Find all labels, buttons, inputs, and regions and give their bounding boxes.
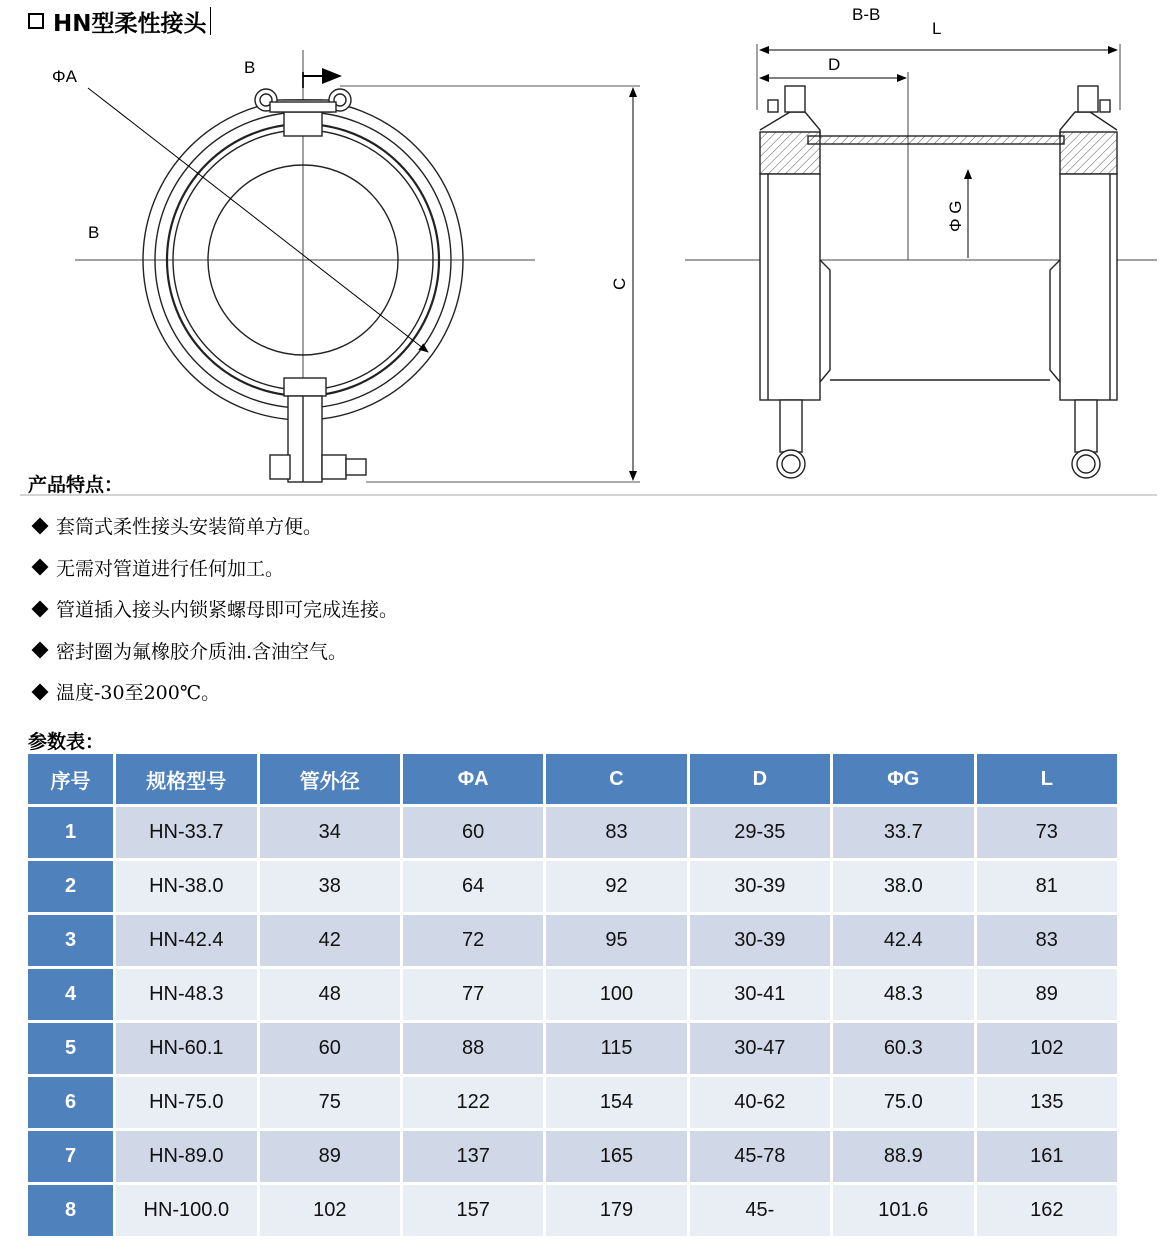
feature-text: 套筒式柔性接头安装简单方便。 xyxy=(56,516,323,539)
feature-item xyxy=(30,588,398,630)
cell-phi-g: 38.0 xyxy=(833,861,974,912)
cell-d: 30-41 xyxy=(690,969,830,1020)
cell-outer-diameter: 48 xyxy=(260,969,400,1020)
cell-phi-g: 33.7 xyxy=(833,807,974,858)
label-c: C xyxy=(610,277,629,290)
cell-l: 161 xyxy=(977,1131,1117,1182)
table-row xyxy=(28,1185,1117,1236)
table-row xyxy=(28,1023,1117,1074)
cell-phi-a: 137 xyxy=(403,1131,543,1182)
header-index: 序号 xyxy=(28,754,113,804)
diamond-bullet-icon xyxy=(32,642,49,659)
right-bolt xyxy=(1075,400,1097,452)
cell-model: HN-38.0 xyxy=(116,861,257,912)
right-bolt-ring xyxy=(1072,450,1100,478)
feature-item xyxy=(30,505,398,547)
cell-index: 4 xyxy=(28,969,113,1020)
table-row xyxy=(28,1131,1117,1182)
cell-model: HN-42.4 xyxy=(116,915,257,966)
cell-outer-diameter: 60 xyxy=(260,1023,400,1074)
cell-l: 162 xyxy=(977,1185,1117,1236)
cell-index: 3 xyxy=(28,915,113,966)
front-view xyxy=(75,50,640,482)
cell-d: 30-39 xyxy=(690,915,830,966)
cell-outer-diameter: 34 xyxy=(260,807,400,858)
cell-l: 81 xyxy=(977,861,1117,912)
cell-d: 40-62 xyxy=(690,1077,830,1128)
label-b-left: B xyxy=(88,223,100,242)
label-b-top: B xyxy=(244,58,256,77)
feature-item xyxy=(30,547,398,589)
feature-text: 无需对管道进行任何加工。 xyxy=(56,557,285,580)
left-top-nut xyxy=(785,86,805,112)
right-top-nut xyxy=(1078,86,1098,112)
left-collar-body xyxy=(760,174,820,400)
section-view xyxy=(685,44,1157,478)
table-header-row xyxy=(28,754,1117,804)
feature-item xyxy=(30,671,398,713)
header-d: D xyxy=(690,754,830,804)
cell-c: 100 xyxy=(546,969,686,1020)
header-c: C xyxy=(546,754,686,804)
cell-l: 102 xyxy=(977,1023,1117,1074)
cell-d: 30-39 xyxy=(690,861,830,912)
cell-phi-a: 122 xyxy=(403,1077,543,1128)
title-text: HN型柔性接头 xyxy=(53,10,207,37)
cell-c: 165 xyxy=(546,1131,686,1182)
table-row xyxy=(28,969,1117,1020)
table-heading: 参数表： xyxy=(28,731,105,753)
table-row xyxy=(28,915,1117,966)
cell-l: 73 xyxy=(977,807,1117,858)
header-phi-g: ΦG xyxy=(833,754,974,804)
cell-c: 115 xyxy=(546,1023,686,1074)
cell-d: 30-47 xyxy=(690,1023,830,1074)
diamond-bullet-icon xyxy=(32,683,49,700)
left-bolt xyxy=(780,400,802,452)
cell-index: 7 xyxy=(28,1131,113,1182)
right-seal-hatch xyxy=(1060,132,1117,174)
features-heading: 产品特点： xyxy=(28,474,124,496)
cell-c: 95 xyxy=(546,915,686,966)
header-l: L xyxy=(977,754,1117,804)
cell-index: 2 xyxy=(28,861,113,912)
cell-phi-g: 101.6 xyxy=(833,1185,974,1236)
cell-c: 92 xyxy=(546,861,686,912)
cell-phi-g: 60.3 xyxy=(833,1023,974,1074)
table-row xyxy=(28,1077,1117,1128)
cell-l: 89 xyxy=(977,969,1117,1020)
cell-l: 83 xyxy=(977,915,1117,966)
label-phi-a: ΦA xyxy=(52,67,77,86)
cell-c: 83 xyxy=(546,807,686,858)
feature-text: 密封圈为氟橡胶介质油.含油空气。 xyxy=(56,640,348,663)
cell-model: HN-100.0 xyxy=(116,1185,257,1236)
bottom-bolt-lug xyxy=(284,378,326,396)
cell-outer-diameter: 38 xyxy=(260,861,400,912)
cell-phi-a: 72 xyxy=(403,915,543,966)
cell-model: HN-89.0 xyxy=(116,1131,257,1182)
diamond-bullet-icon xyxy=(32,559,49,576)
cell-phi-g: 88.9 xyxy=(833,1131,974,1182)
cell-index: 8 xyxy=(28,1185,113,1236)
table-row xyxy=(28,861,1117,912)
cell-phi-g: 42.4 xyxy=(833,915,974,966)
features-list xyxy=(30,505,398,713)
header-model: 规格型号 xyxy=(116,754,257,804)
cell-index: 5 xyxy=(28,1023,113,1074)
nut-right xyxy=(322,455,346,479)
cell-phi-a: 77 xyxy=(403,969,543,1020)
cell-phi-a: 64 xyxy=(403,861,543,912)
header-outer-diameter: 管外径 xyxy=(260,754,400,804)
label-l: L xyxy=(932,19,942,38)
right-collar-body xyxy=(1060,174,1117,400)
cell-d: 45-78 xyxy=(690,1131,830,1182)
cell-phi-g: 75.0 xyxy=(833,1077,974,1128)
cell-outer-diameter: 42 xyxy=(260,915,400,966)
sleeve-hatch xyxy=(808,136,1064,144)
cell-model: HN-60.1 xyxy=(116,1023,257,1074)
feature-text: 温度-30至200℃。 xyxy=(56,682,221,705)
cell-d: 29-35 xyxy=(690,807,830,858)
cell-phi-a: 60 xyxy=(403,807,543,858)
cell-phi-a: 157 xyxy=(403,1185,543,1236)
label-bb: B-B xyxy=(852,5,881,24)
cell-c: 154 xyxy=(546,1077,686,1128)
cell-l: 135 xyxy=(977,1077,1117,1128)
cell-model: HN-33.7 xyxy=(116,807,257,858)
cell-phi-a: 88 xyxy=(403,1023,543,1074)
left-bolt-ring xyxy=(777,450,805,478)
feature-item xyxy=(30,630,398,672)
label-phi-g: Φ G xyxy=(946,200,965,232)
technical-drawing xyxy=(0,0,1174,500)
cell-outer-diameter: 89 xyxy=(260,1131,400,1182)
label-d: D xyxy=(828,55,841,74)
nut-left xyxy=(270,455,290,479)
table-row xyxy=(28,807,1117,858)
cell-phi-g: 48.3 xyxy=(833,969,974,1020)
cell-index: 1 xyxy=(28,807,113,858)
diamond-bullet-icon xyxy=(32,600,49,617)
cell-outer-diameter: 102 xyxy=(260,1185,400,1236)
cell-index: 6 xyxy=(28,1077,113,1128)
feature-text: 管道插入接头内锁紧螺母即可完成连接。 xyxy=(56,599,399,622)
cell-d: 45- xyxy=(690,1185,830,1236)
cell-model: HN-48.3 xyxy=(116,969,257,1020)
cell-model: HN-75.0 xyxy=(116,1077,257,1128)
cell-c: 179 xyxy=(546,1185,686,1236)
bolt-tip xyxy=(346,459,366,475)
parameter-table xyxy=(25,751,1120,1239)
cell-outer-diameter: 75 xyxy=(260,1077,400,1128)
diamond-bullet-icon xyxy=(32,517,49,534)
header-phi-a: ΦA xyxy=(403,754,543,804)
